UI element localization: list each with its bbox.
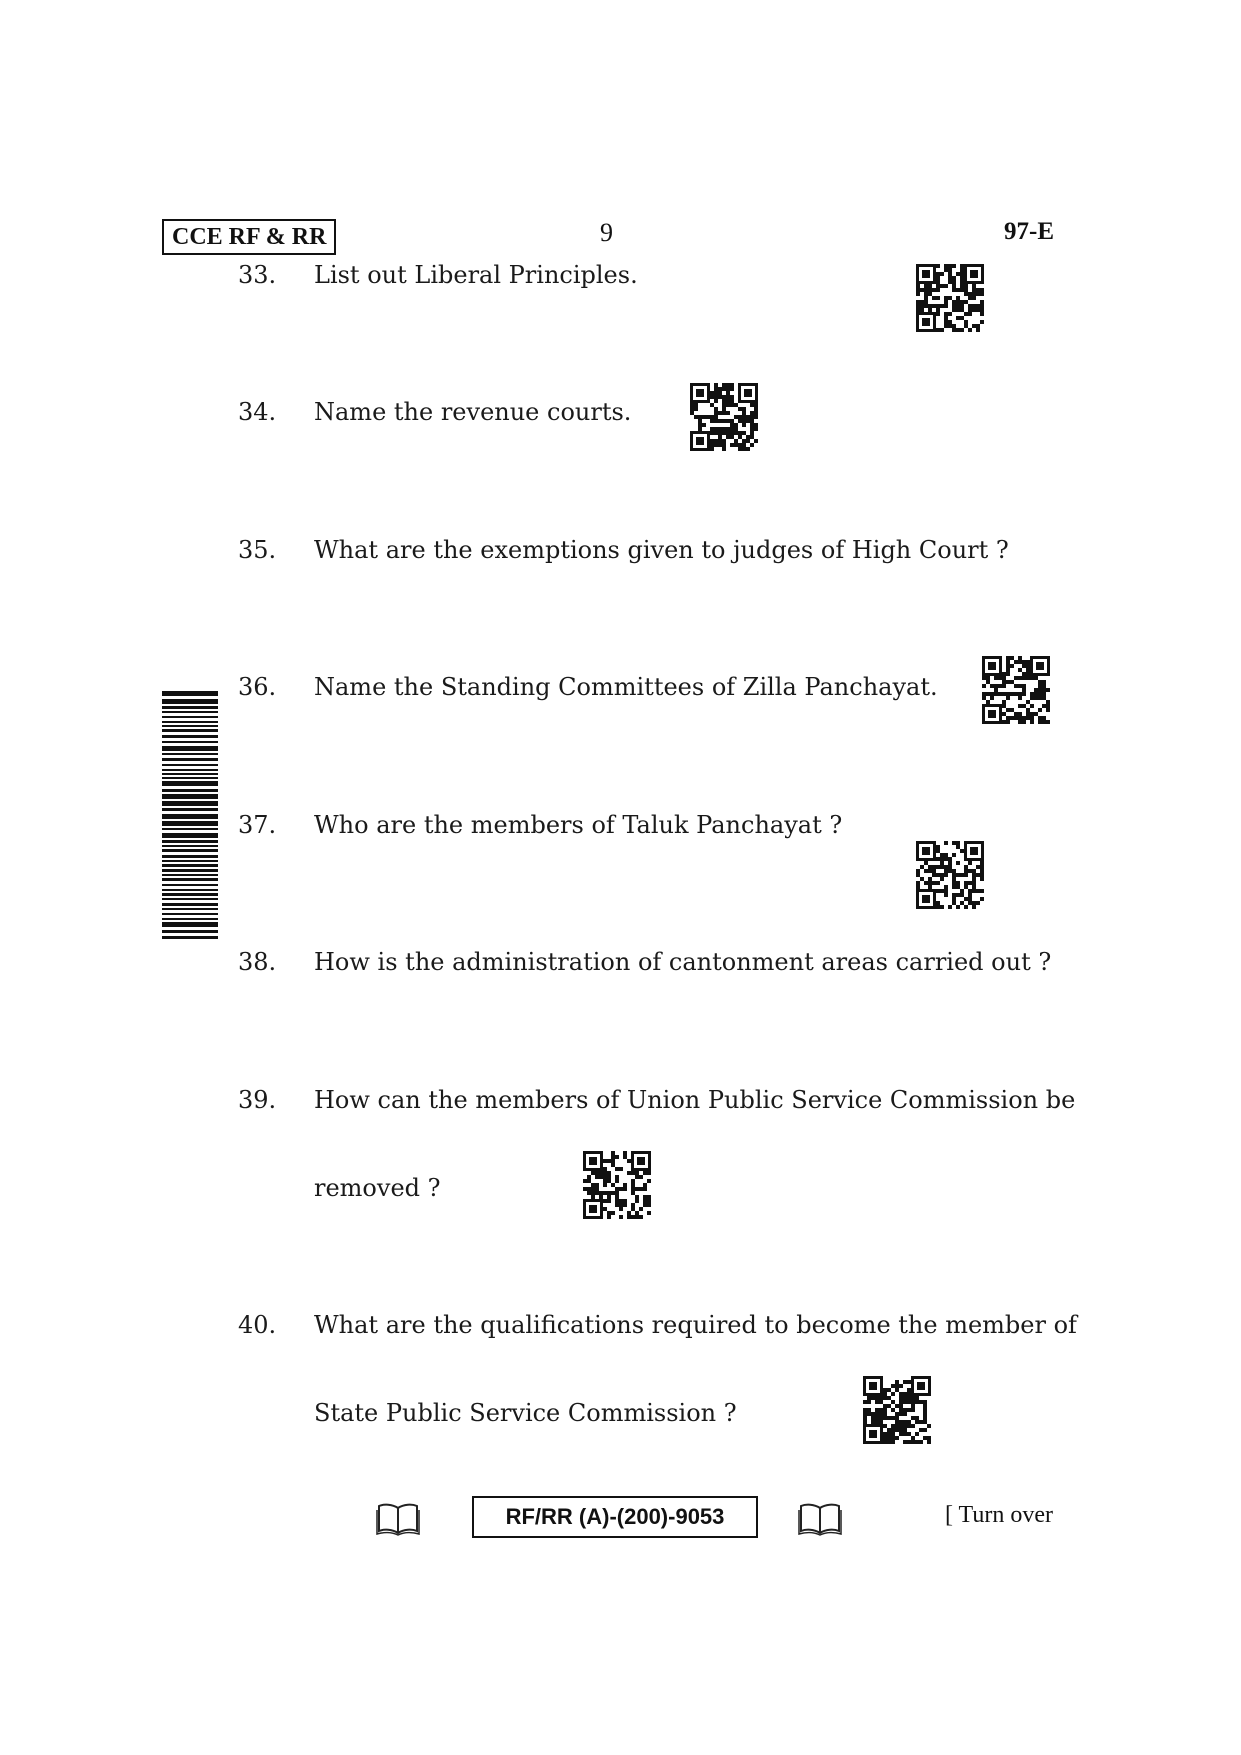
qr-code-icon: [916, 264, 984, 332]
question-number: 38.: [238, 948, 277, 976]
barcode-icon: [162, 691, 218, 941]
question-text-line2: removed ?: [314, 1174, 441, 1202]
qr-code-icon: [690, 383, 758, 451]
question-text: How is the administration of cantonment areas carried out ?: [314, 948, 1052, 976]
question-text: Who are the members of Taluk Panchayat ?: [314, 811, 843, 839]
question-number: 35.: [238, 536, 277, 564]
qr-code-icon: [916, 841, 984, 909]
header-left-code: CCE RF & RR: [162, 219, 336, 255]
footer-code: RF/RR (A)-(200)-9053: [472, 1496, 758, 1538]
qr-code-icon: [863, 1376, 931, 1444]
open-book-icon: [376, 1502, 420, 1536]
question-text: What are the exemptions given to judges of High Court ?: [314, 536, 1009, 564]
question-number: 36.: [238, 673, 277, 701]
question-text-line2: State Public Service Commission ?: [314, 1399, 737, 1427]
turn-over-label: [ Turn over: [945, 1502, 1054, 1528]
question-text: List out Liberal Principles.: [314, 261, 638, 289]
question-number: 40.: [238, 1311, 277, 1339]
question-number: 39.: [238, 1086, 277, 1114]
question-text: What are the qualifications required to become the member of: [314, 1311, 1077, 1339]
header-right-code: 97-E: [1004, 218, 1054, 245]
question-text: Name the Standing Committees of Zilla Panchayat.: [314, 673, 938, 701]
qr-code-icon: [982, 656, 1050, 724]
qr-code-icon: [583, 1151, 651, 1219]
page-number: 9: [600, 218, 613, 247]
question-number: 37.: [238, 811, 277, 839]
question-text: Name the revenue courts.: [314, 398, 632, 426]
question-text: How can the members of Union Public Service Commission be: [314, 1086, 1076, 1114]
open-book-icon: [798, 1502, 842, 1536]
question-number: 33.: [238, 261, 277, 289]
question-number: 34.: [238, 398, 277, 426]
